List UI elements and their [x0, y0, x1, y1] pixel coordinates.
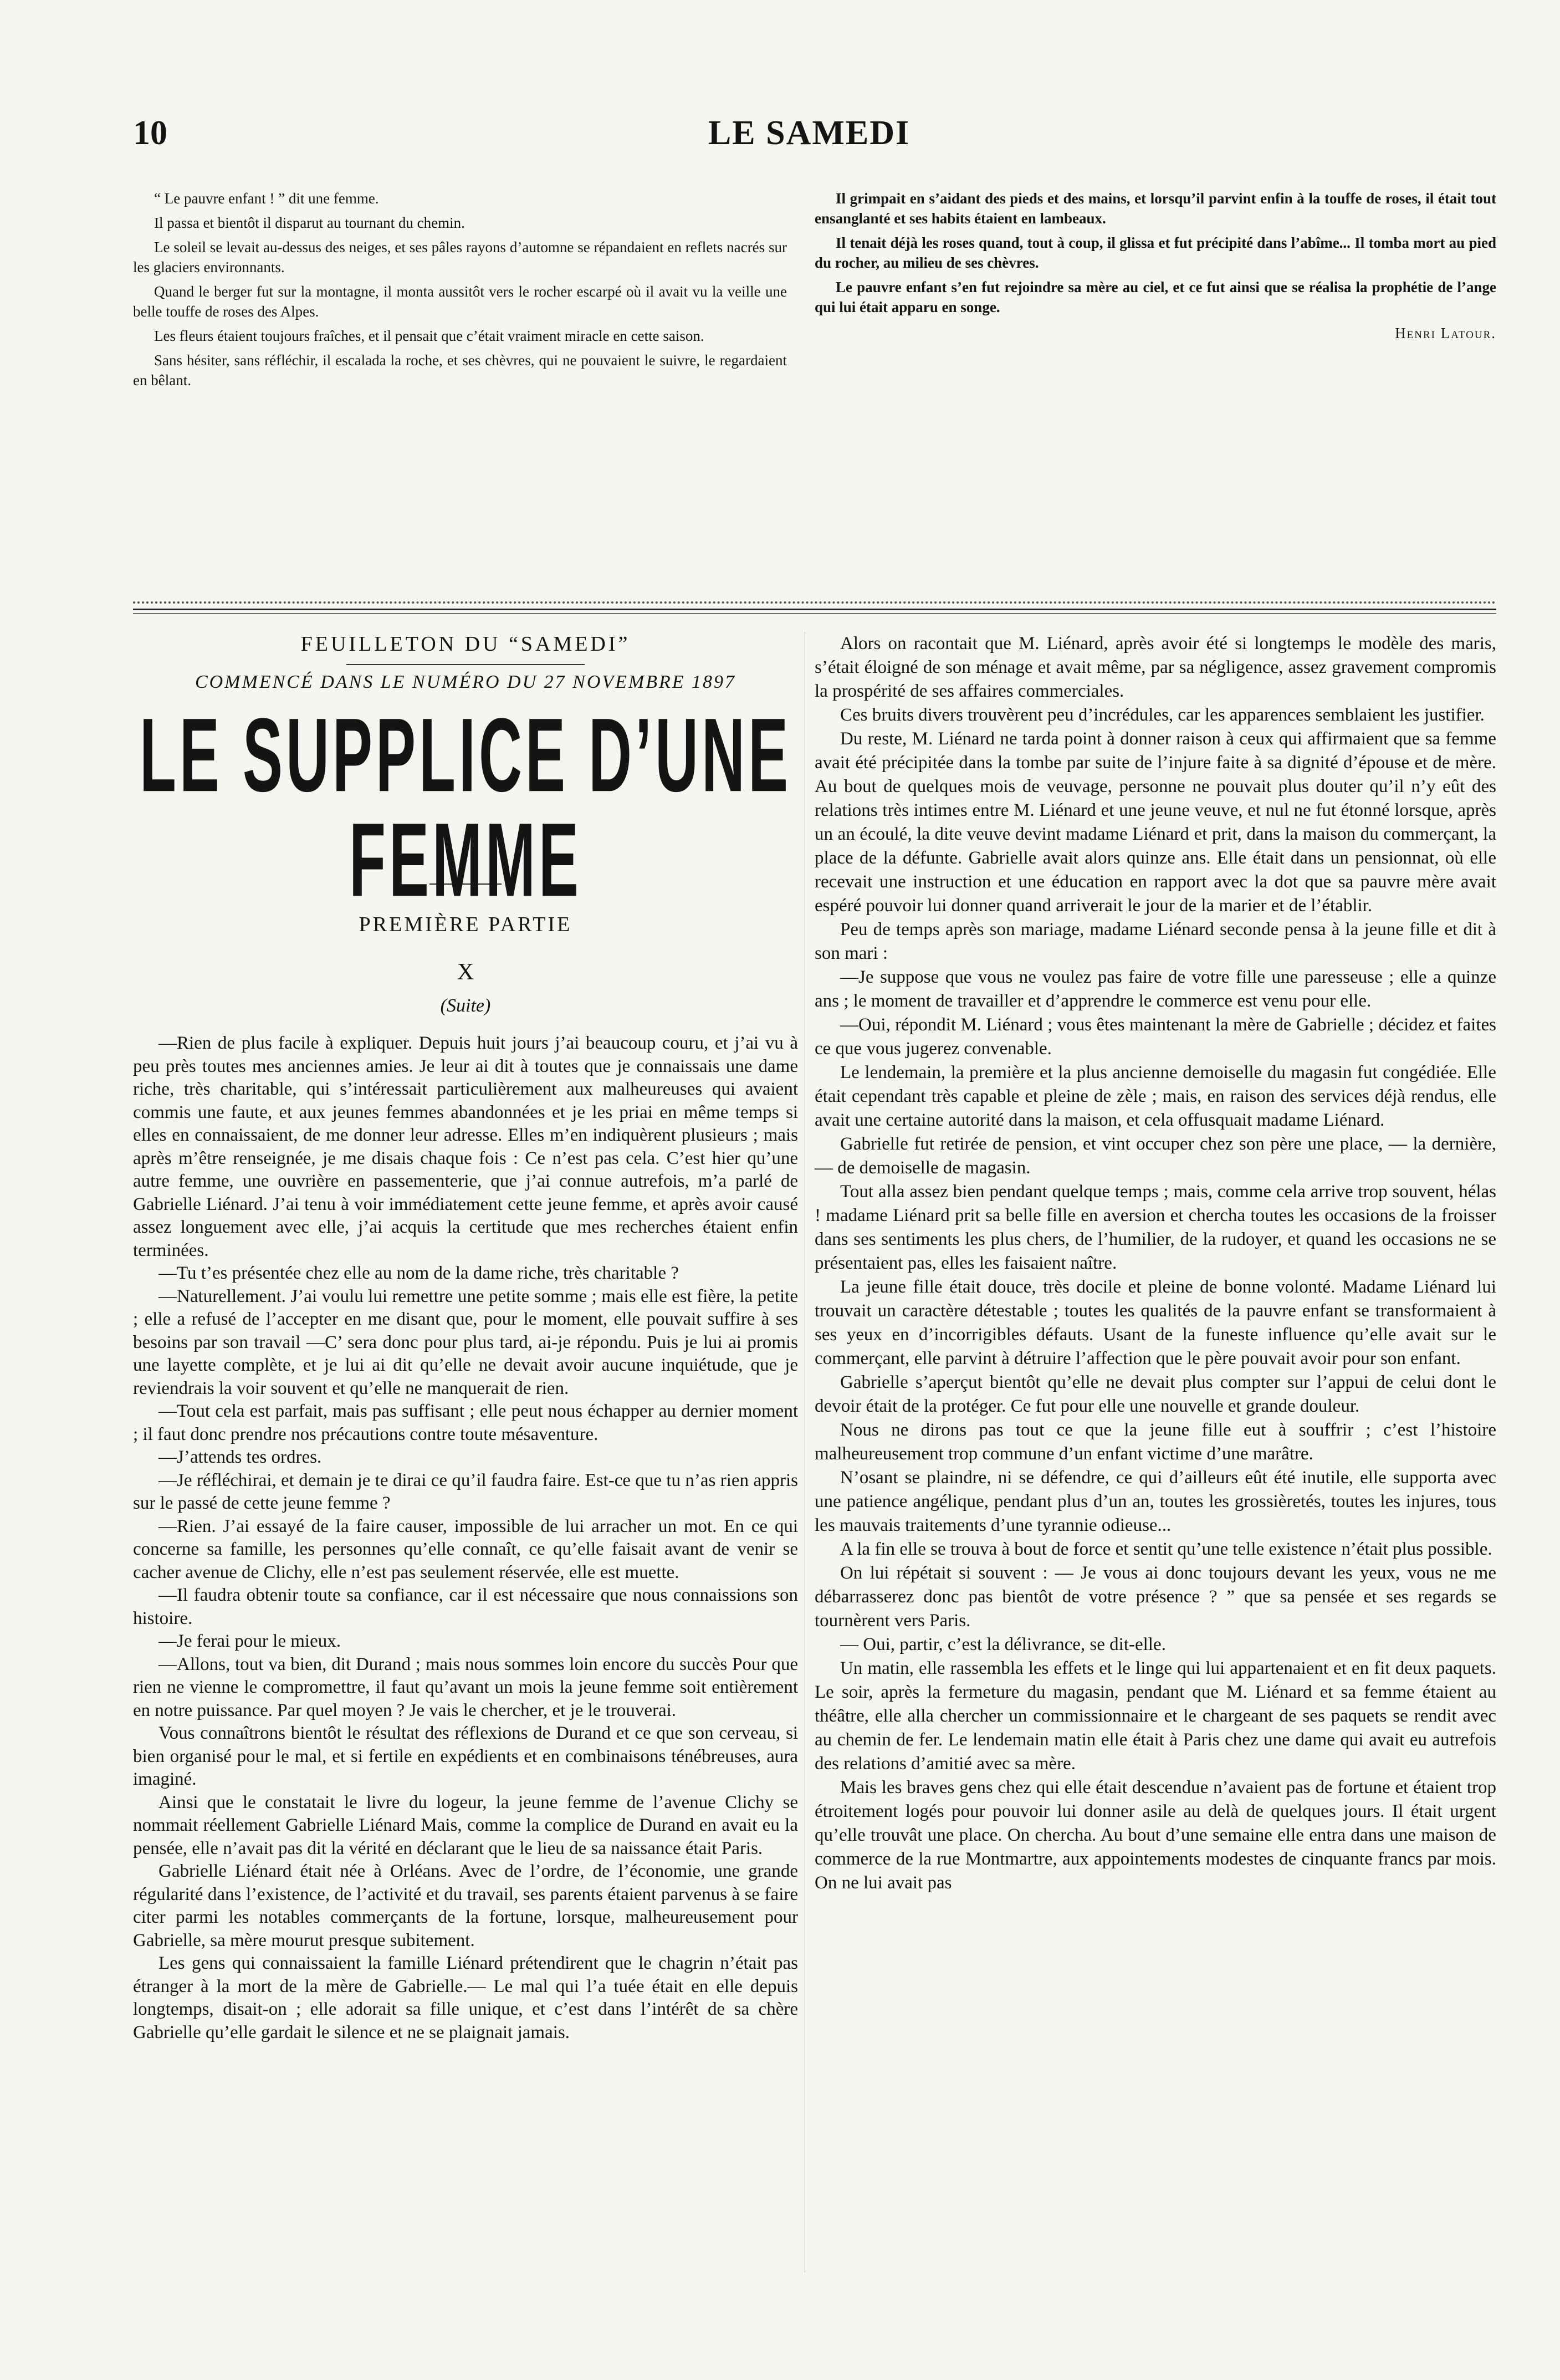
feuilleton-right-column: [815, 632, 1496, 1895]
paragraph: Tout alla assez bien pendant quelque temps ; mais, comme cela arrive trop souvent, hélas ! madame Liénard prit sa belle fille en aversion et chercha toutes les occasions de la froisser dans ses sentiments les plus chers, de l’humilier, de la rudoyer, et quand les occasions ne se présentaient pas, elles les faisaient naître.: [815, 1182, 1496, 1273]
page-header: [133, 114, 1485, 164]
paragraph: —Tu t’es présentée chez elle au nom de la dame riche, très charitable ?: [158, 1263, 679, 1283]
paragraph: —Je réfléchirai, et demain je te dirai ce qu’il faudra faire. Est-ce que tu n’as rien appris sur le passé de cette jeune femme ?: [133, 1470, 798, 1513]
paragraph: —Je ferai pour le mieux.: [158, 1631, 341, 1651]
paragraph: Alors on racontait que M. Liénard, après avoir été si longtemps le modèle des maris, s’était éloigné de son ménage et avait même, par sa négligence, assez gravement compromis la prospérité de ses affaires commerciales.: [815, 634, 1496, 701]
paragraph: —Je suppose que vous ne voulez pas faire de votre fille une paresseuse ; elle a quinze ans ; le moment de travailler et d’apprendre le commerce est venu pour elle.: [815, 967, 1496, 1011]
paragraph: —Rien. J’ai essayé de la faire causer, impossible de lui arracher un mot. En ce qui concerne sa famille, les personnes qu’elle connaît, ce qu’elle faisait avant de venir se cacher avenue de Clichy, elle n’est pas seulement réservée, elle est muette.: [133, 1516, 798, 1582]
paragraph: Le lendemain, la première et la plus ancienne demoiselle du magasin fut congédiée. Elle était cependant très capable et pleine de zèle ; mais, en raison des services déjà rendus, elle avait une certaine autorité dans la maison, et cela offusquait madame Liénard.: [815, 1063, 1496, 1130]
novel-title: LE SUPPLICE D’UNE FEMME: [139, 696, 792, 918]
top-story-paragraph: Quand le berger fut sur la montagne, il monta aussitôt vers le rocher escarpé où il avait vu la veille une belle touffe de roses des Alpes.: [133, 283, 787, 320]
paragraph: Mais les braves gens chez qui elle était descendue n’avaient pas de fortune et étaient trop étroitement logés pour pouvoir lui donner asile au delà de quelques jours. Il était urgent qu’elle trouvât une place. On chercha. Au bout d’une semaine elle entra dans une maison de commerce de la rue Montmartre, aux appointements modestes de cinquante francs par mois. On ne lui avait pas: [815, 1778, 1496, 1893]
paragraph: Gabrielle s’aperçut bientôt qu’elle ne devait plus compter sur l’appui de celui dont le devoir était de la protéger. Ce fut pour elle une nouvelle et grande douleur.: [815, 1372, 1496, 1416]
paragraph: Gabrielle fut retirée de pension, et vint occuper chez son père une place, — la dernière, — de demoiselle de magasin.: [815, 1134, 1496, 1178]
paragraph: —Oui, répondit M. Liénard ; vous êtes maintenant la mère de Gabrielle ; décidez et faites ce que vous jugerez convenable.: [815, 1015, 1496, 1059]
top-story-paragraph: Les fleurs étaient toujours fraîches, et il pensait que c’était vraiment miracle en cette saison.: [154, 328, 704, 344]
suite-label: (Suite): [440, 995, 491, 1016]
paragraph: —Rien de plus facile à expliquer. Depuis huit jours j’ai beaucoup couru, et j’ai vu à peu près toutes mes anciennes amies. Je leur ai dit à toutes que je connaissais une dame riche, très charitable, qui s’intéressait particulièrement aux malheureuses qui avaient commis une faute, et aux jeunes femmes abandonnées et je les priai en même temps si elles en connaissaient, de me donner leur adresse. Elles m’en indiquèrent plusieurs ; mais après m’être renseignée, je me disais chaque fois : Ce n’est pas cela. C’est hier qu’une autre femme, une ouvrière en passementerie, que j’ai connue autrefois, m’a parlé de Gabrielle Liénard. J’ai tenu à voir immédiatement cette jeune femme, et après avoir causé assez longuement avec elle, j’ai acquis la certitude que mes recherches étaient enfin terminées.: [133, 1033, 798, 1260]
paragraph: Un matin, elle rassembla les effets et le linge qui lui appartenaient et en fit deux paquets. Le soir, après la fermeture du magasin, pendant que M. Liénard et sa femme étaient au théâtre, elle alla chercher un commissionnaire et le chargeant de ses paquets se rendit avec au chemin de fer. Le lendemain matin elle était à Paris chez une dame qui avait eu autrefois des relations d’amitié avec sa mère.: [815, 1658, 1496, 1774]
dotted-divider: [133, 601, 1496, 604]
page-number: 10: [133, 114, 167, 152]
chapter-number: X: [457, 959, 474, 985]
top-story-left-column: [133, 188, 787, 588]
part-heading: PREMIÈRE PARTIE: [359, 913, 572, 936]
divider: [346, 664, 585, 665]
paragraph: Nous ne dirons pas tout ce que la jeune fille eut à souffrir ; c’est l’histoire malheureusement trop commune d’un enfant victime d’une marâtre.: [815, 1420, 1496, 1464]
paragraph: A la fin elle se trouva à bout de force et sentit qu’une telle existence n’était plus possible.: [840, 1539, 1492, 1559]
top-story-paragraph: Le pauvre enfant s’en fut rejoindre sa mère au ciel, et ce fut ainsi que se réalisa la prophétie de l’ange qui lui était apparu en songe.: [815, 279, 1496, 315]
paragraph: Ces bruits divers trouvèrent peu d’incrédules, car les apparences semblaient les justifier.: [840, 705, 1485, 725]
paragraph: Les gens qui connaissaient la famille Liénard prétendirent que le chagrin n’était pas étranger à la mort de la mère de Gabrielle.— Le mal qui l’a tuée était en elle depuis longtemps, disait-on ; elle adorait sa fille unique, et c’est dans l’intérêt de sa chère Gabrielle qu’elle gardait le silence et ne se plaignait jamais.: [133, 1953, 798, 2042]
paragraph: —Tout cela est parfait, mais pas suffisant ; elle peut nous échapper au dernier moment ; il faut donc prendre nos précautions contre toute mésaventure.: [133, 1401, 798, 1444]
top-story-paragraph: Sans hésiter, sans réfléchir, il escalada la roche, et ses chèvres, qui ne pouvaient le suivre, le regardaient en bêlant.: [133, 352, 787, 389]
section-divider-thin: [133, 613, 1496, 614]
top-story-paragraph: “ Le pauvre enfant ! ” dit une femme.: [154, 190, 379, 207]
feuilleton-left-column: [133, 632, 798, 2044]
top-story-paragraph: Il grimpait en s’aidant des pieds et des mains, et lorsqu’il parvint enfin à la touffe de roses, il était tout ensanglanté et ses habits étaient en lambeaux.: [815, 190, 1496, 227]
top-story-paragraph: Il passa et bientôt il disparut au tournant du chemin.: [154, 214, 465, 231]
paragraph: —J’attends tes ordres.: [158, 1447, 322, 1467]
top-story-paragraph: Le soleil se levait au-dessus des neiges, et ses pâles rayons d’automne se répandaient en reflets nacrés sur les glaciers environnants.: [133, 239, 787, 275]
section-divider: [133, 609, 1496, 610]
paragraph: —Allons, tout va bien, dit Durand ; mais nous sommes loin encore du succès Pour que rien ne vienne le compromettre, il faut qu’avant un mois la jeune femme soit entièrement en notre puissance. Par quel moyen ? Je vais le chercher, et je le trouverai.: [133, 1654, 798, 1720]
paragraph: On lui répétait si souvent : — Je vous ai donc toujours devant les yeux, vous ne me débarrasserez donc pas bientôt de votre présence ? ” que sa pensée et ses regards se tournèrent vers Paris.: [815, 1563, 1496, 1631]
paragraph: Vous connaîtrons bientôt le résultat des réflexions de Durand et ce que son cerveau, si bien organisé pour le mal, et si fertile en expédients et en combinaisons ténébreuses, aura imaginé.: [133, 1723, 798, 1789]
paragraph: Du reste, M. Liénard ne tarda point à donner raison à ceux qui affirmaient que sa femme avait été précipitée dans la tombe par suite de l’injure faite à sa dignité d’épouse et de mère. Au bout de quelques mois de veuvage, personne ne pouvait plus douter qu’il n’y eût des relations très intimes entre M. Liénard et une jeune veuve, et nul ne fut étonné lorsque, après un an écoulé, la dite veuve devint madame Liénard et prit, dans la maison du commerçant, la place de la défunte. Gabrielle avait alors quinze ans. Elle était dans un pensionnat, où elle recevait une instruction et une éducation en rapport avec la dot que sa pauvre mère avait espéré pouvoir lui donner quand arriverait le jour de la marier et de l’établir.: [815, 729, 1496, 916]
author-signature: Henri Latour.: [1395, 325, 1496, 341]
paragraph: Gabrielle Liénard était née à Orléans. Avec de l’ordre, de l’économie, une grande régularité dans l’existence, de l’activité et du travail, ses parents étaient parvenus à se faire citer parmi les notables commerçants de la fortune, lorsque, malheureusement pour Gabrielle, sa mère mourut presque subitement.: [133, 1861, 798, 1950]
paragraph: — Oui, partir, c’est la délivrance, se dit-elle.: [840, 1635, 1166, 1654]
top-story-paragraph: Il tenait déjà les roses quand, tout à coup, il glissa et fut précipité dans l’abîme... Il tomba mort au pied du rocher, au milieu de ses chèvres.: [815, 234, 1496, 271]
journal-title: LE SAMEDI: [708, 114, 911, 152]
paragraph: Ainsi que le constatait le livre du logeur, la jeune femme de l’avenue Clichy se nommait réellement Gabrielle Liénard Mais, comme la complice de Durand en avait eu la pensée, elle n’avait pas dit la vérité en déclarant que le lieu de sa naissance était Paris.: [133, 1792, 798, 1858]
top-story-right-column: [815, 188, 1496, 588]
paragraph: La jeune fille était douce, très docile et pleine de bonne volonté. Madame Liénard lui trouvait un caractère détestable ; toutes les qualités de la pauvre enfant se transformaient à ses yeux en d’incorrigibles défauts. Usant de la funeste influence qu’elle avait sur le commerçant, elle parvint à détruire l’affection que le père pouvait avoir pour son enfant.: [815, 1277, 1496, 1368]
commence-note: COMMENCÉ DANS LE NUMÉRO DU 27 NOVEMBRE 1897: [195, 672, 736, 692]
paragraph: N’osant se plaindre, ni se défendre, ce qui d’ailleurs eût été inutile, elle supporta avec une patience angélique, pendant plus d’un an, toutes les grossièretés, toutes les injures, tous les mauvais traitements d’une tyrannie odieuse...: [815, 1468, 1496, 1535]
paragraph: —Il faudra obtenir toute sa confiance, car il est nécessaire que nous connaissions son histoire.: [133, 1585, 798, 1628]
feuilleton-label: FEUILLETON DU “SAMEDI”: [300, 632, 631, 656]
paragraph: Peu de temps après son mariage, madame Liénard seconde pensa à la jeune fille et dit à son mari :: [815, 920, 1496, 963]
paragraph: —Naturellement. J’ai voulu lui remettre une petite somme ; mais elle est fière, la petite ; elle a refusé de l’accepter en me disant que, pour le moment, elle pouvait suffire à ses besoins par son travail —C’ sera donc pour plus tard, ai-je répondu. Puis je lui ai promis une layette complète, et je lui ai dit qu’elle ne devait avoir aucune inquiétude, que je reviendrais la voir souvent et qu’elle ne manquerait de rien.: [133, 1286, 798, 1398]
